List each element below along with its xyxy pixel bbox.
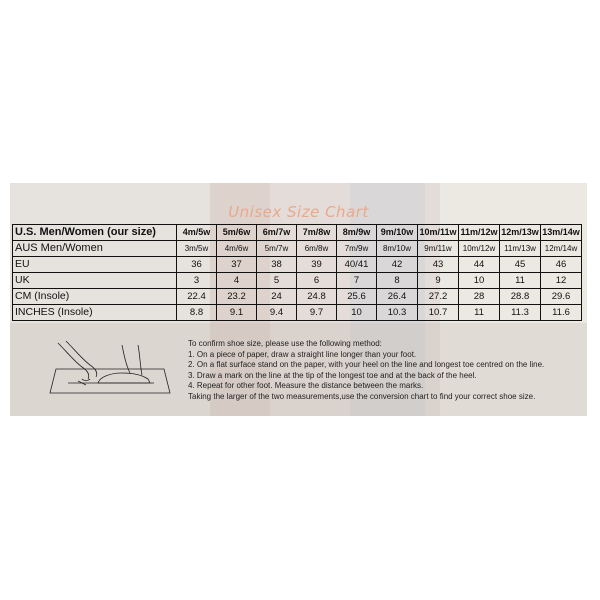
table-cell: 23.2 bbox=[217, 289, 257, 305]
table-cell: 43 bbox=[418, 257, 459, 273]
table-cell: 40/41 bbox=[337, 257, 377, 273]
row-label-cell: CM (Insole) bbox=[13, 289, 177, 305]
column-header-cell: 5m/6w bbox=[217, 225, 257, 241]
table-cell: 37 bbox=[217, 257, 257, 273]
row-label-cell: INCHES (Insole) bbox=[13, 305, 177, 321]
table-cell: 38 bbox=[257, 257, 297, 273]
table-cell: 28.8 bbox=[500, 289, 541, 305]
table-cell: 9 bbox=[418, 273, 459, 289]
table-cell: 29.6 bbox=[541, 289, 582, 305]
instruction-line: 4. Repeat for other foot. Measure the distance between the marks. bbox=[188, 381, 424, 390]
table-cell: 11 bbox=[459, 305, 500, 321]
table-cell: 44 bbox=[459, 257, 500, 273]
table-cell: 8m/10w bbox=[377, 241, 418, 257]
table-cell: 11 bbox=[500, 273, 541, 289]
column-header-cell: 11m/12w bbox=[459, 225, 500, 241]
table-cell: 4m/6w bbox=[217, 241, 257, 257]
row-label-cell: AUS Men/Women bbox=[13, 241, 177, 257]
table-cell: 27.2 bbox=[418, 289, 459, 305]
table-cell: 39 bbox=[297, 257, 337, 273]
table-cell: 28 bbox=[459, 289, 500, 305]
table-row bbox=[13, 289, 582, 305]
table-cell: 36 bbox=[177, 257, 217, 273]
chart-title: Unisex Size Chart bbox=[228, 203, 369, 221]
column-header-cell: 12m/13w bbox=[500, 225, 541, 241]
instruction-line: 1. On a piece of paper, draw a straight line longer than your foot. bbox=[188, 349, 417, 359]
table-row bbox=[13, 241, 582, 257]
table-cell: 45 bbox=[500, 257, 541, 273]
size-chart-panel bbox=[10, 183, 587, 416]
column-header-cell: 10m/11w bbox=[418, 225, 459, 241]
instruction-line: 3. Draw a mark on the line at the tip of the longest toe and at the back of the heel. bbox=[188, 370, 477, 380]
column-header-cell: 6m/7w bbox=[257, 225, 297, 241]
table-cell: 5 bbox=[257, 273, 297, 289]
table-cell: 12 bbox=[541, 273, 582, 289]
table-cell: 6m/8w bbox=[297, 241, 337, 257]
row-header-cell: U.S. Men/Women (our size) bbox=[13, 225, 177, 241]
table-cell: 6 bbox=[297, 273, 337, 289]
table-cell: 10.3 bbox=[377, 305, 418, 321]
column-header-cell: 9m/10w bbox=[377, 225, 418, 241]
table-cell: 5m/7w bbox=[257, 241, 297, 257]
table-cell: 25.6 bbox=[337, 289, 377, 305]
table-cell: 22.4 bbox=[177, 289, 217, 305]
table-cell: 8.8 bbox=[177, 305, 217, 321]
table-cell: 9m/11w bbox=[418, 241, 459, 257]
column-header-cell: 13m/14w bbox=[541, 225, 582, 241]
table-cell: 46 bbox=[541, 257, 582, 273]
table-cell: 26.4 bbox=[377, 289, 418, 305]
table-cell: 11.3 bbox=[500, 305, 541, 321]
table-cell: 4 bbox=[217, 273, 257, 289]
column-header-cell: 8m/9w bbox=[337, 225, 377, 241]
table-cell: 3 bbox=[177, 273, 217, 289]
table-cell: 12m/14w bbox=[541, 241, 582, 257]
row-label-cell: UK bbox=[13, 273, 177, 289]
table-cell: 11m/13w bbox=[500, 241, 541, 257]
table-cell: 9.1 bbox=[217, 305, 257, 321]
size-table bbox=[12, 224, 582, 321]
table-row bbox=[13, 273, 582, 289]
foot-measuring-icon bbox=[38, 339, 178, 405]
instruction-line: 2. On a flat surface stand on the paper, with your heel on the line and longest toe centred on the line. bbox=[188, 360, 545, 369]
instructions-text bbox=[188, 339, 583, 402]
table-header-row bbox=[13, 225, 582, 241]
table-cell: 24.8 bbox=[297, 289, 337, 305]
row-label-cell: EU bbox=[13, 257, 177, 273]
table-cell: 7m/9w bbox=[337, 241, 377, 257]
table-cell: 10 bbox=[459, 273, 500, 289]
table-cell: 7 bbox=[337, 273, 377, 289]
instruction-line: To confirm shoe size, please use the following method: bbox=[188, 339, 382, 348]
column-header-cell: 4m/5w bbox=[177, 225, 217, 241]
instruction-line: Taking the larger of the two measurements,use the conversion chart to find your correct shoe size. bbox=[188, 391, 536, 401]
table-row bbox=[13, 305, 582, 321]
table-cell: 9.4 bbox=[257, 305, 297, 321]
column-header-cell: 7m/8w bbox=[297, 225, 337, 241]
table-cell: 8 bbox=[377, 273, 418, 289]
table-cell: 10m/12w bbox=[459, 241, 500, 257]
table-cell: 10 bbox=[337, 305, 377, 321]
table-cell: 24 bbox=[257, 289, 297, 305]
table-cell: 9.7 bbox=[297, 305, 337, 321]
table-cell: 11.6 bbox=[541, 305, 582, 321]
table-row bbox=[13, 257, 582, 273]
table-cell: 10.7 bbox=[418, 305, 459, 321]
table-cell: 3m/5w bbox=[177, 241, 217, 257]
table-cell: 42 bbox=[377, 257, 418, 273]
